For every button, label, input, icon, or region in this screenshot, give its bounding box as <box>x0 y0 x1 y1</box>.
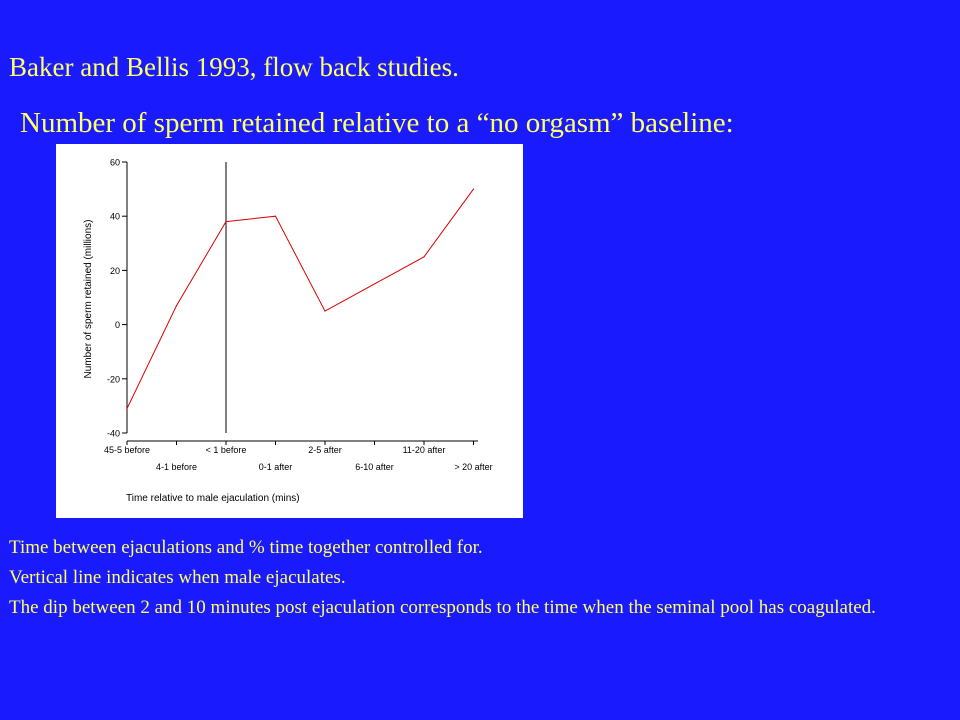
y-tick-label: 60 <box>109 157 120 168</box>
chart-panel <box>56 144 523 518</box>
series-line <box>127 189 474 409</box>
x-tick-label: 6-10 after <box>355 462 394 472</box>
slide-subtitle: Number of sperm retained relative to a “no orgasm” baseline: <box>20 107 734 139</box>
x-tick-label: 0-1 after <box>258 462 293 472</box>
notes <box>9 537 929 627</box>
y-tick-label: 40 <box>109 211 120 222</box>
series-points <box>126 189 474 410</box>
data-point <box>324 310 325 311</box>
x-tick-label: 11-20 after <box>402 445 446 455</box>
y-tick-label: 0 <box>114 320 120 331</box>
x-tick-label: 45-5 before <box>103 445 151 455</box>
data-point <box>473 189 474 190</box>
line-chart <box>56 144 523 518</box>
data-point <box>374 283 375 284</box>
data-point <box>126 408 127 409</box>
y-tick-label: 20 <box>109 265 120 276</box>
x-tick-label: 2-5 after <box>308 445 342 455</box>
x-axis-label: Time relative to male ejaculation (mins) <box>126 493 300 504</box>
slide-title: Baker and Bellis 1993, flow back studies. <box>9 52 459 82</box>
x-tick-label: < 1 before <box>205 445 247 455</box>
note-dip: The dip between 2 and 10 minutes post ejaculation corresponds to the time when the seminal pool has coagulated. <box>9 597 876 618</box>
note-vertical-line: Vertical line indicates when male ejaculates. <box>9 567 346 588</box>
note-controls: Time between ejaculations and % time together controlled for. <box>9 537 483 558</box>
data-point <box>275 216 276 217</box>
data-point <box>423 256 424 257</box>
y-ticks <box>107 158 127 439</box>
data-point <box>225 221 226 222</box>
y-tick-label: -20 <box>106 374 120 385</box>
data-point <box>176 305 177 306</box>
y-axis-label: Number of sperm retained (millions) <box>83 219 94 379</box>
x-ticks <box>104 441 493 472</box>
x-tick-label: 4-1 before <box>155 462 198 472</box>
x-tick-label: > 20 after <box>454 462 493 472</box>
y-tick-label: -40 <box>106 428 120 439</box>
